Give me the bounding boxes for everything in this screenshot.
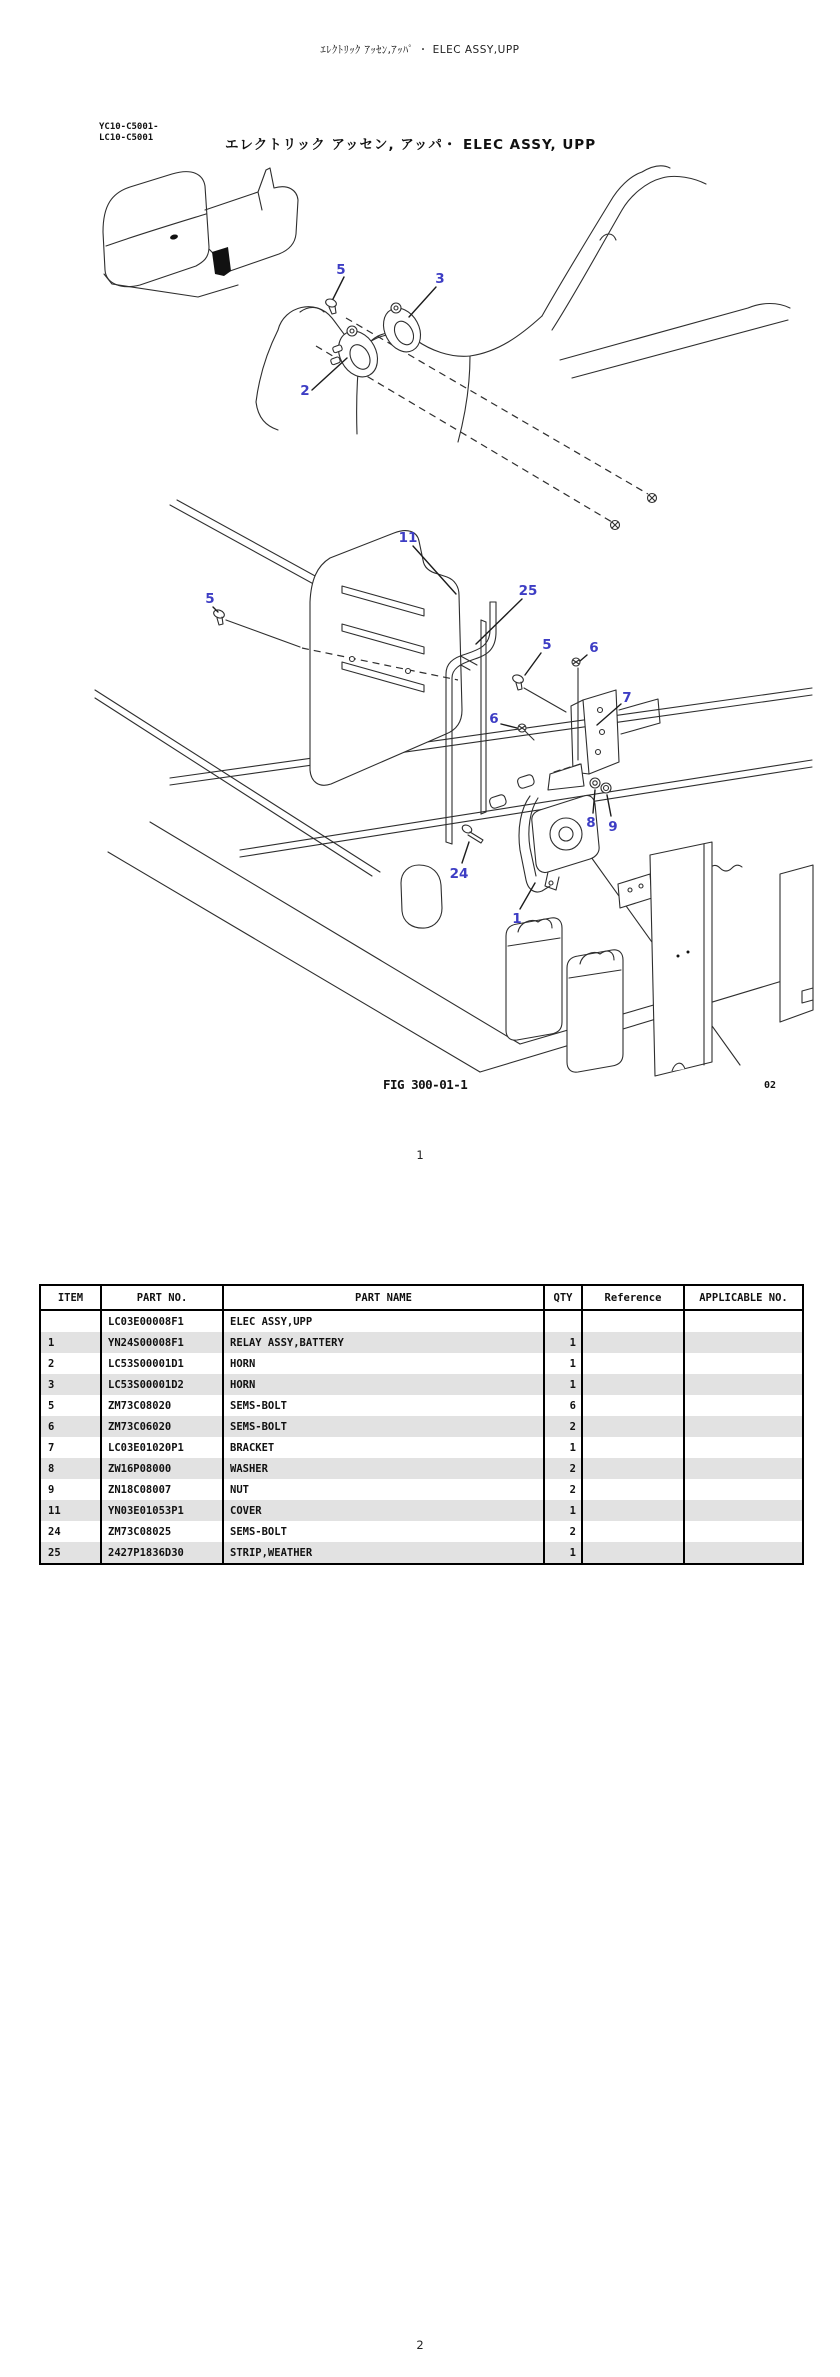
col-header-part-no: PART NO. bbox=[101, 1285, 223, 1310]
table-cell: WASHER bbox=[223, 1458, 544, 1479]
col-header-qty: QTY bbox=[544, 1285, 582, 1310]
callout-number-24: 24 bbox=[449, 866, 469, 882]
table-page-number: 2 bbox=[416, 2338, 424, 2352]
table-cell: ZN18C08007 bbox=[101, 1479, 223, 1500]
table-cell: 2 bbox=[544, 1479, 582, 1500]
callout-number-11: 11 bbox=[398, 530, 418, 546]
col-header-reference: Reference bbox=[582, 1285, 684, 1310]
model-code-line1: YC10-C5001- bbox=[99, 122, 159, 132]
table-cell: YN03E01053P1 bbox=[101, 1500, 223, 1521]
table-cell: 6 bbox=[544, 1395, 582, 1416]
table-row bbox=[40, 1374, 803, 1395]
table-cell bbox=[684, 1395, 803, 1416]
table-cell bbox=[582, 1310, 684, 1332]
table-row bbox=[40, 1395, 803, 1416]
parts-table-header-row bbox=[40, 1285, 803, 1310]
side-panels bbox=[650, 842, 813, 1076]
table-cell: LC03E01020P1 bbox=[101, 1437, 223, 1458]
table-cell: SEMS-BOLT bbox=[223, 1416, 544, 1437]
table-cell bbox=[684, 1353, 803, 1374]
table-row bbox=[40, 1542, 803, 1564]
table-cell bbox=[684, 1374, 803, 1395]
table-cell bbox=[40, 1310, 101, 1332]
table-cell: LC03E00008F1 bbox=[101, 1310, 223, 1332]
figure-revision: 02 bbox=[764, 1080, 777, 1091]
model-code-line2: LC10-C5001 bbox=[99, 132, 154, 143]
horn-part-3 bbox=[376, 302, 428, 359]
table-cell: 25 bbox=[40, 1542, 101, 1564]
col-header-item: ITEM bbox=[40, 1285, 101, 1310]
col-header-part-name: PART NAME bbox=[223, 1285, 544, 1310]
table-cell: SEMS-BOLT bbox=[223, 1395, 544, 1416]
table-cell bbox=[684, 1332, 803, 1353]
callout-number-25: 25 bbox=[518, 583, 538, 599]
table-cell: ZW16P08000 bbox=[101, 1458, 223, 1479]
table-cell bbox=[684, 1310, 803, 1332]
table-cell: 9 bbox=[40, 1479, 101, 1500]
table-cell bbox=[684, 1521, 803, 1542]
table-cell: 2 bbox=[544, 1521, 582, 1542]
bracket-part-7 bbox=[512, 658, 660, 774]
table-row bbox=[40, 1437, 803, 1458]
table-cell: HORN bbox=[223, 1374, 544, 1395]
table-cell: 1 bbox=[544, 1542, 582, 1564]
table-cell: ZM73C06020 bbox=[101, 1416, 223, 1437]
callout-number-2: 2 bbox=[300, 383, 310, 399]
table-row bbox=[40, 1310, 803, 1332]
page-title: エレクトリック アッセン, アッパ・ ELEC ASSY, UPP bbox=[225, 137, 597, 153]
bolt-part-5-top bbox=[325, 298, 338, 314]
table-cell bbox=[582, 1458, 684, 1479]
table-cell: STRIP,WEATHER bbox=[223, 1542, 544, 1564]
table-cell: 1 bbox=[544, 1500, 582, 1521]
table-row bbox=[40, 1500, 803, 1521]
table-cell bbox=[582, 1437, 684, 1458]
table-row bbox=[40, 1521, 803, 1542]
table-cell: 5 bbox=[40, 1395, 101, 1416]
table-cell bbox=[582, 1395, 684, 1416]
exploded-parts-diagram bbox=[0, 150, 840, 1110]
table-cell: ZM73C08025 bbox=[101, 1521, 223, 1542]
location-marker bbox=[212, 247, 231, 276]
table-row bbox=[40, 1479, 803, 1500]
callout-number-6: 6 bbox=[489, 711, 499, 727]
table-cell bbox=[582, 1542, 684, 1564]
table-cell: 2427P1836D30 bbox=[101, 1542, 223, 1564]
table-cell: COVER bbox=[223, 1500, 544, 1521]
table-cell bbox=[582, 1374, 684, 1395]
callout-number-5: 5 bbox=[205, 591, 215, 607]
table-cell: BRACKET bbox=[223, 1437, 544, 1458]
callout-number-5: 5 bbox=[542, 637, 552, 653]
table-cell: SEMS-BOLT bbox=[223, 1521, 544, 1542]
table-cell: 1 bbox=[544, 1437, 582, 1458]
table-cell: 7 bbox=[40, 1437, 101, 1458]
table-cell: 2 bbox=[40, 1353, 101, 1374]
table-cell: 11 bbox=[40, 1500, 101, 1521]
bolt-part-5-left bbox=[213, 609, 300, 647]
frame-bracket bbox=[618, 874, 652, 908]
washer-part-8 bbox=[590, 778, 600, 788]
table-cell bbox=[582, 1521, 684, 1542]
table-cell bbox=[544, 1310, 582, 1332]
running-header: ｴﾚｸﾄﾘｯｸ ｱｯｾﾝ,ｱｯﾊﾟ ・ ELEC ASSY,UPP bbox=[320, 44, 520, 56]
callout-number-9: 9 bbox=[608, 819, 618, 835]
model-code-block bbox=[99, 122, 159, 143]
table-cell bbox=[684, 1458, 803, 1479]
battery-boxes bbox=[506, 918, 623, 1072]
table-cell bbox=[684, 1479, 803, 1500]
callout-number-6: 6 bbox=[589, 640, 599, 656]
table-cell: HORN bbox=[223, 1353, 544, 1374]
table-cell: 24 bbox=[40, 1521, 101, 1542]
table-cell: ZM73C08020 bbox=[101, 1395, 223, 1416]
table-row bbox=[40, 1332, 803, 1353]
callout-number-5: 5 bbox=[336, 262, 346, 278]
table-cell bbox=[684, 1416, 803, 1437]
table-cell bbox=[684, 1542, 803, 1564]
table-cell: 1 bbox=[544, 1353, 582, 1374]
callout-number-8: 8 bbox=[586, 815, 596, 831]
parts-table-body bbox=[40, 1310, 803, 1564]
figure-page-number: 1 bbox=[416, 1148, 424, 1162]
table-cell: NUT bbox=[223, 1479, 544, 1500]
table-cell: 8 bbox=[40, 1458, 101, 1479]
col-header-applicable-no: APPLICABLE NO. bbox=[684, 1285, 803, 1310]
table-cell: 3 bbox=[40, 1374, 101, 1395]
table-cell bbox=[582, 1479, 684, 1500]
figure-caption: FIG 300-01-1 bbox=[383, 1077, 468, 1092]
table-cell bbox=[684, 1500, 803, 1521]
table-cell bbox=[684, 1437, 803, 1458]
table-cell bbox=[582, 1416, 684, 1437]
table-cell: LC53S00001D2 bbox=[101, 1374, 223, 1395]
callout-number-3: 3 bbox=[435, 271, 445, 287]
table-row bbox=[40, 1353, 803, 1374]
table-cell: 1 bbox=[544, 1374, 582, 1395]
table-cell: ELEC ASSY,UPP bbox=[223, 1310, 544, 1332]
table-cell: 1 bbox=[544, 1332, 582, 1353]
table-cell bbox=[582, 1353, 684, 1374]
table-cell: RELAY ASSY,BATTERY bbox=[223, 1332, 544, 1353]
table-cell: YN24S00008F1 bbox=[101, 1332, 223, 1353]
callout-number-1: 1 bbox=[512, 911, 522, 927]
bolt-part-24 bbox=[461, 823, 483, 843]
table-row bbox=[40, 1416, 803, 1437]
machine-locator-thumbnail bbox=[103, 168, 298, 297]
table-cell bbox=[582, 1332, 684, 1353]
table-cell: 2 bbox=[544, 1458, 582, 1479]
nut-part-9 bbox=[601, 783, 611, 793]
table-cell: 6 bbox=[40, 1416, 101, 1437]
table-cell bbox=[582, 1500, 684, 1521]
callout-number-7: 7 bbox=[622, 690, 632, 706]
table-cell: LC53S00001D1 bbox=[101, 1353, 223, 1374]
parts-table bbox=[39, 1284, 804, 1565]
table-cell: 1 bbox=[40, 1332, 101, 1353]
table-row bbox=[40, 1458, 803, 1479]
horn-part-2 bbox=[330, 324, 385, 383]
table-cell: 2 bbox=[544, 1416, 582, 1437]
